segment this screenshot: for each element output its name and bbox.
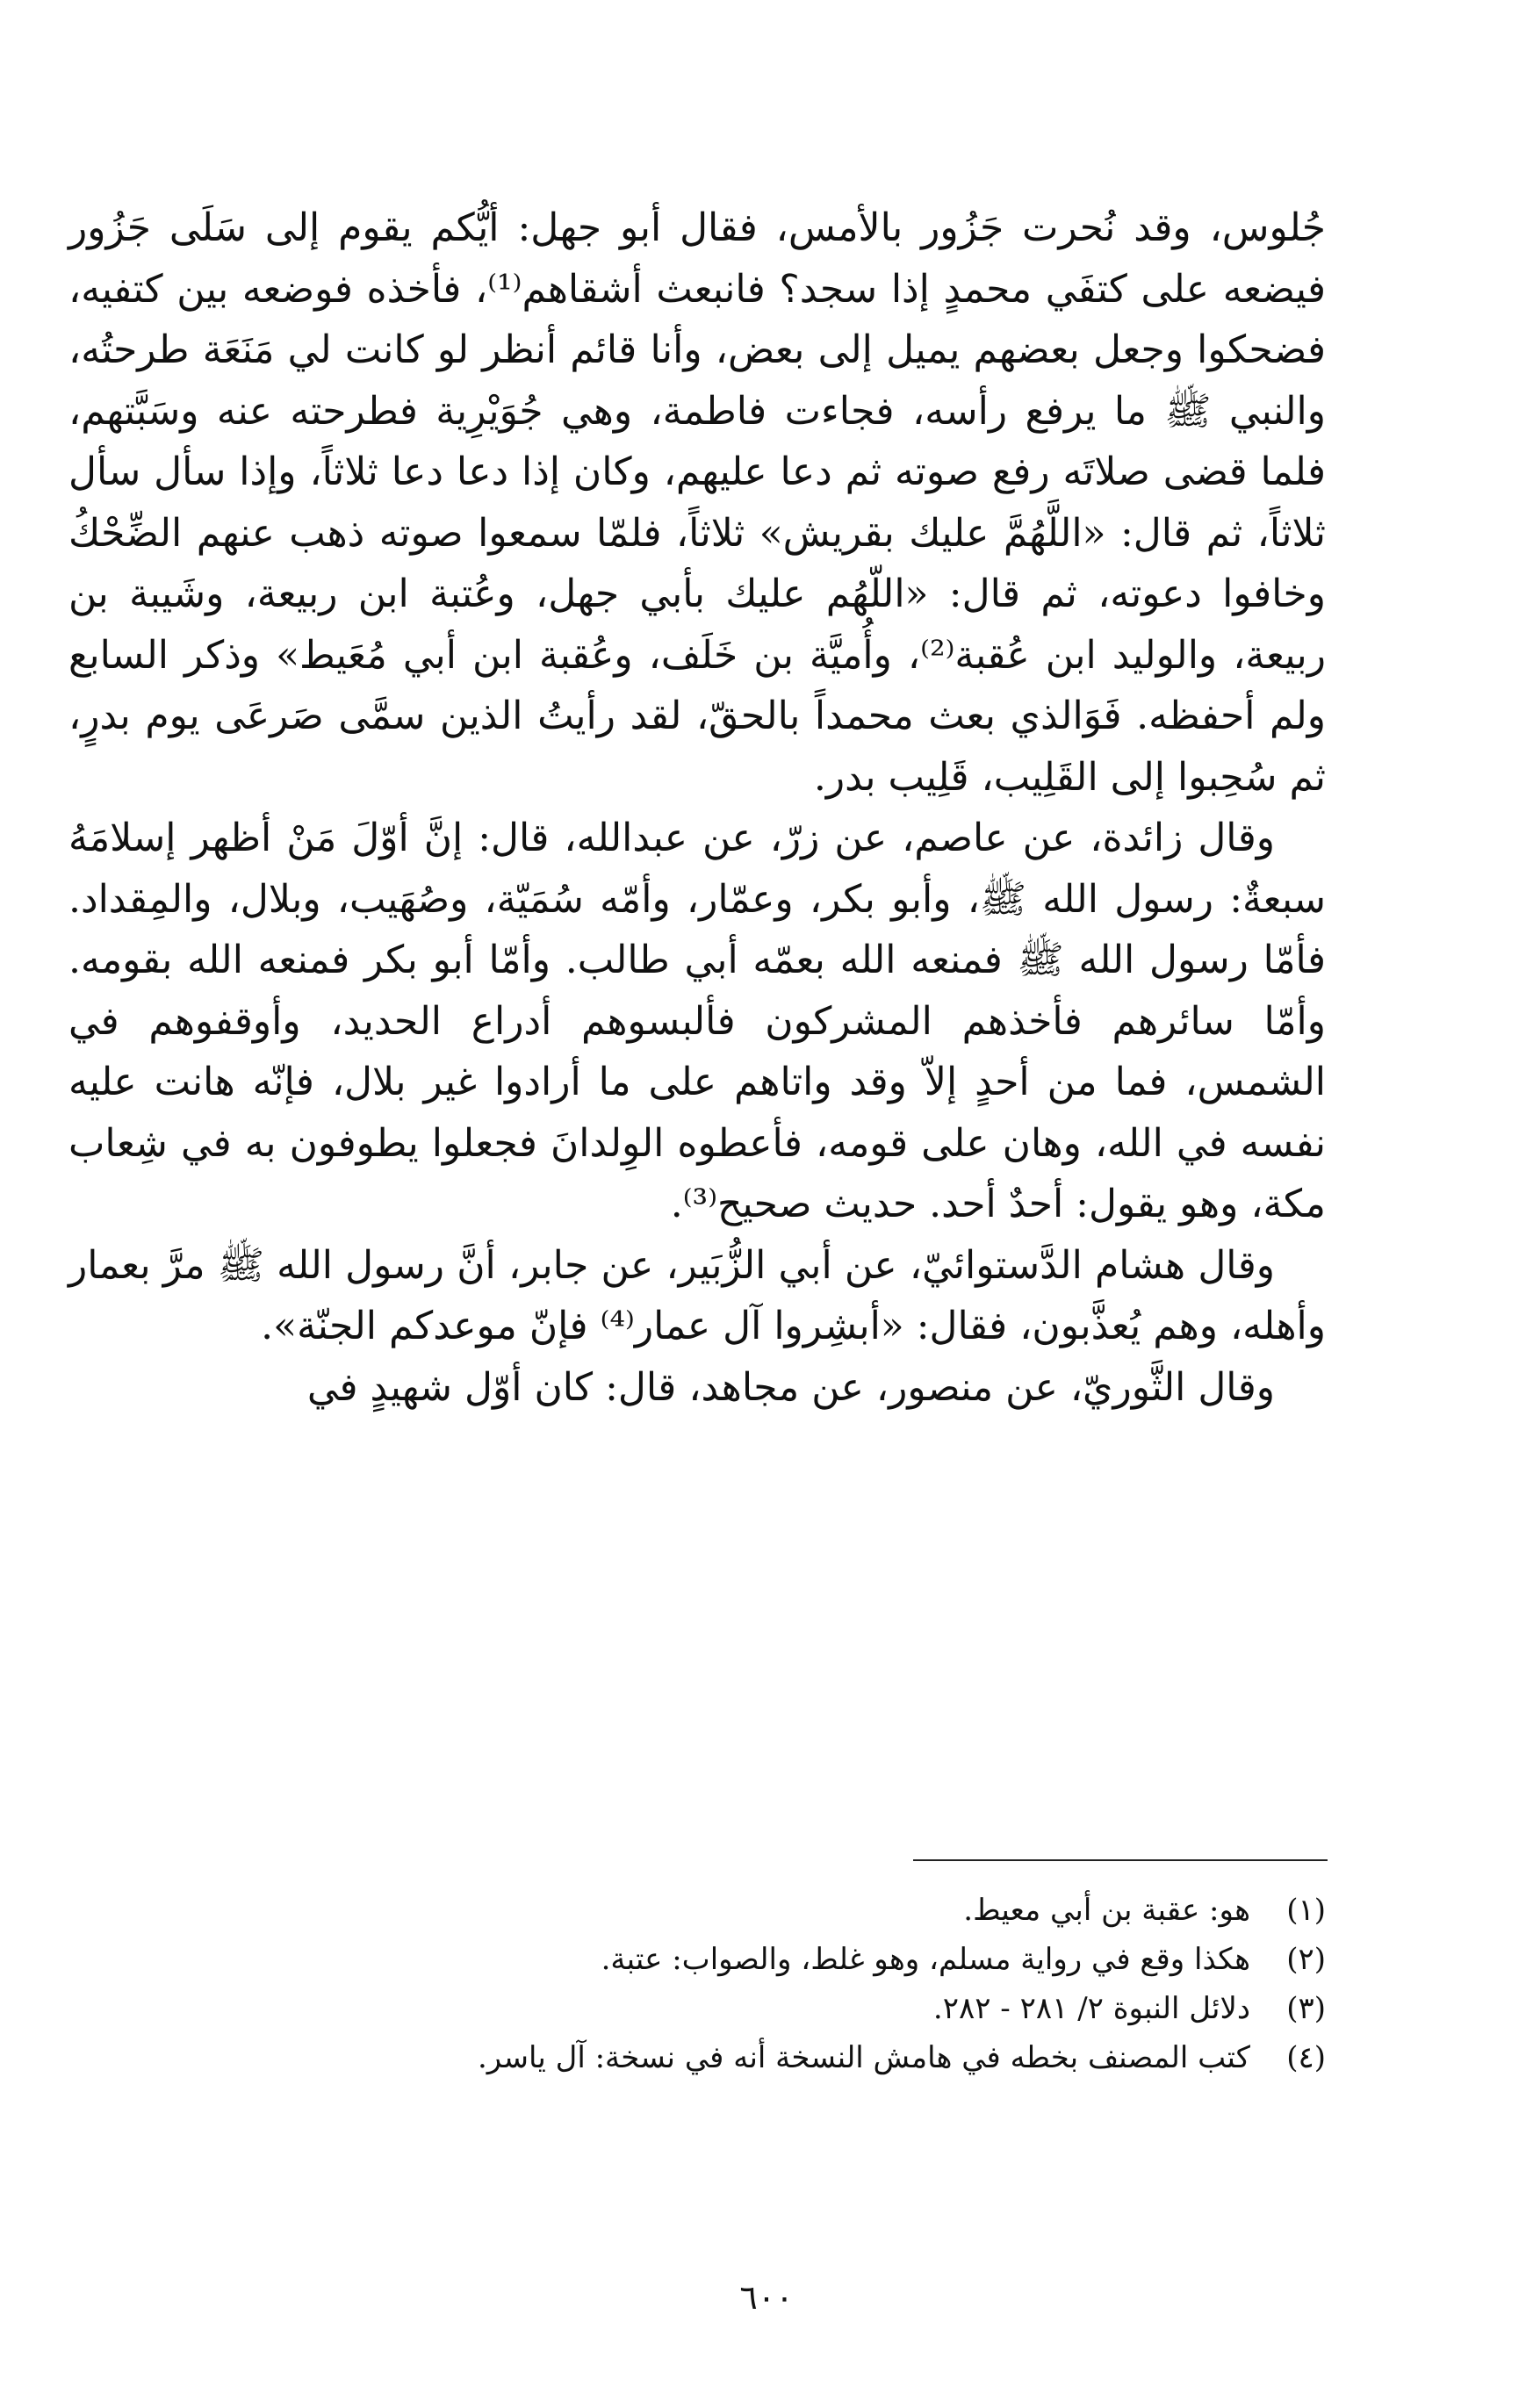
main-text	[68, 198, 1326, 1418]
paragraph-2: وقال زائدة، عن عاصم، عن زرّ، عن عبدالله، قال: إنَّ أوّلَ مَنْ أظهر إسلامَهُ سبعةٌ: رسول الله ﷺ، وأبو بكر، وعمّار، وأمّه سُمَيّة، وصُهَيب، وبلال، والمِقداد. فأمّا رسول الله ﷺ فمنعه الله بعمّه أبي طالب. وأمّا أبو بكر فمنعه الله بقومه. وأمّا سائرهم فأخذهم المشركون فألبسوهم أدراع الحديد، وأوقفوهم في الشمس، فما من أحدٍ إلاّ وقد واتاهم على ما أرادوا غير بلال، فإنّه هانت عليه نفسه في الله، وهان على قومه، فأعطوه الوِلدانَ فجعلوا يطوفون به في شِعاب مكة، وهو يقول: أحدٌ أحد. حديث صحيح⁽³⁾.	[68, 816, 1326, 1226]
footnote-1	[263, 1886, 1326, 1935]
footnote-number: (٤)	[1286, 2040, 1326, 2075]
footnotes	[263, 1886, 1326, 2082]
paragraph-1: جُلوس، وقد نُحرت جَزُور بالأمس، فقال أبو جهل: أيُّكم يقوم إلى سَلَى جَزُور فيضعه على كتفَي محمدٍ إذا سجد؟ فانبعث أشقاهم⁽¹⁾، فأخذه فوضعه بين كتفيه، فضحكوا وجعل بعضهم يميل إلى بعض، وأنا قائم أنظر لو كانت لي مَنَعَة طرحتُه، والنبي ﷺ ما يرفع رأسه، فجاءت فاطمة، وهي جُوَيْرِية فطرحته عنه وسَبَّتهم، فلما قضى صلاتَه رفع صوته ثم دعا عليهم، وكان إذا دعا دعا ثلاثاً، وإذا سأل سأل ثلاثاً، ثم قال: «اللَّهُمَّ عليك بقريش» ثلاثاً، فلمّا سمعوا صوته ذهب عنهم الضِّحْكُ وخافوا دعوته، ثم قال: «اللّهُم عليك بأبي جهل، وعُتبة ابن ربيعة، وشَيبة بن ربيعة، والوليد ابن عُقبة⁽²⁾، وأُميَّة بن خَلَف، وعُقبة ابن أبي مُعَيط» وذكر السابع ولم أحفظه. فَوَالذي بعث محمداً بالحقّ، لقد رأيتُ الذين سمَّى صَرعَى يوم بدرٍ، ثم سُحِبوا إلى القَلِيب، قَلِيب بدر.	[68, 205, 1326, 800]
footnote-text: هكذا وقع في رواية مسلم، وهو غلط، والصواب: عتبة.	[601, 1942, 1250, 1977]
paragraph-4: وقال الثَّوريّ، عن منصور، عن مجاهد، قال: كان أوّل شهيدٍ في	[306, 1364, 1275, 1410]
paragraph-3: وقال هشام الدَّستوائيّ، عن أبي الزُّبَير، عن جابر، أنَّ رسول الله ﷺ مرَّ بعمار وأهله، وهم يُعذَّبون، فقال: «أبشِروا آل عمار⁽⁴⁾ فإنّ موعدكم الجنّة».	[68, 1242, 1326, 1348]
footnote-text: دلائل النبوة ٢/ ٢٨١ - ٢٨٢.	[932, 1991, 1250, 2026]
footnote-text: هو: عقبة بن أبي معيط.	[963, 1893, 1250, 1928]
footnote-divider	[913, 1859, 1328, 1861]
footnote-text: كتب المصنف بخطه في هامش النسخة أنه في نسخة: آل ياسر.	[477, 2040, 1250, 2075]
footnote-number: (١)	[1286, 1893, 1326, 1928]
footnote-number: (٢)	[1286, 1942, 1326, 1977]
footnote-3	[263, 1984, 1326, 2033]
footnote-number: (٣)	[1286, 1991, 1326, 2026]
footnote-4	[263, 2033, 1326, 2082]
page-number: ٦٠٠	[739, 2278, 794, 2317]
footnote-2	[263, 1935, 1326, 1984]
